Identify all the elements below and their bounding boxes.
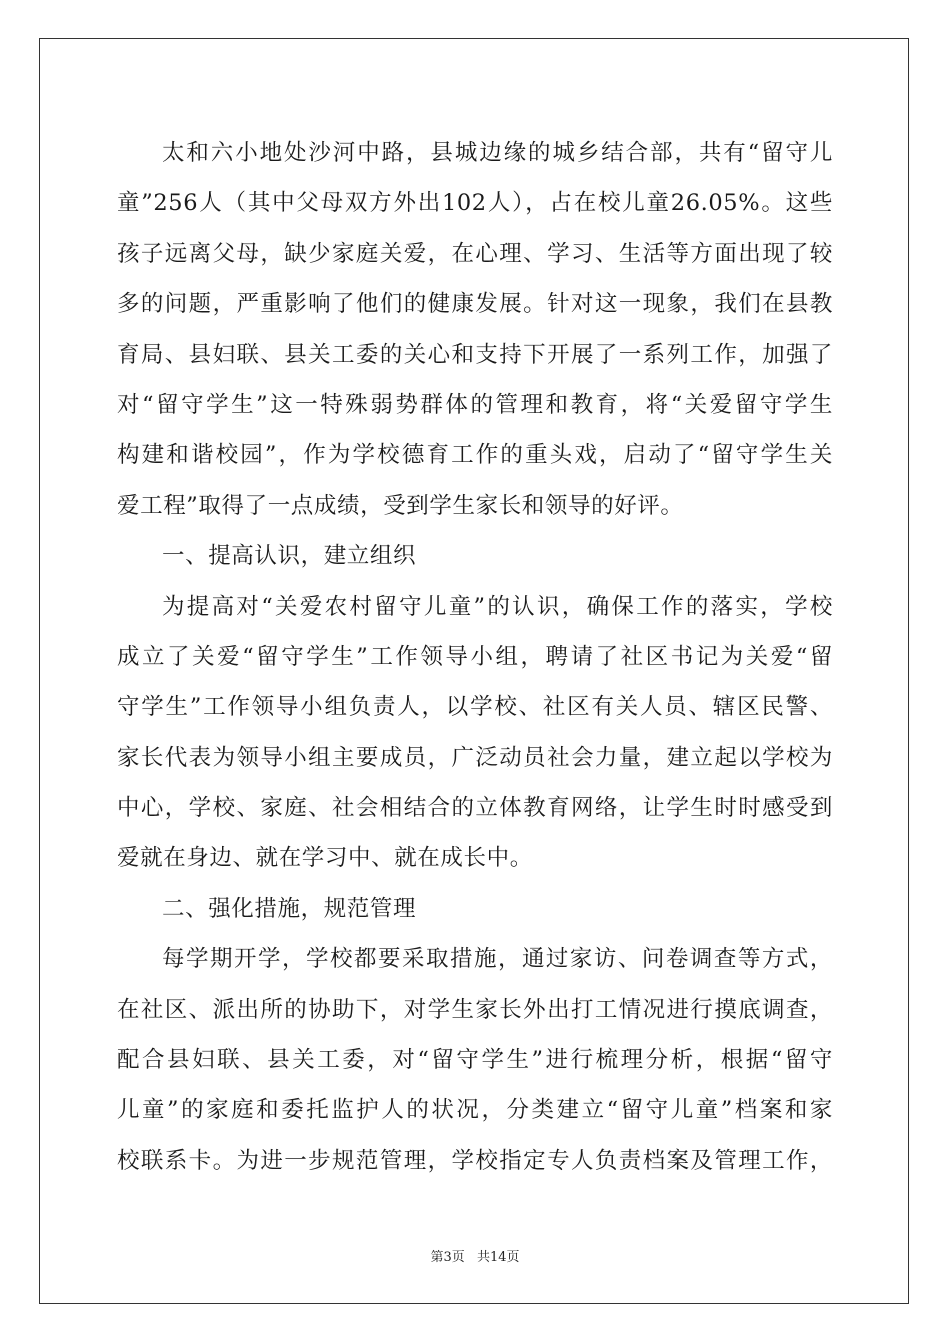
- page-footer: [0, 1246, 950, 1265]
- page-number: 第3页: [430, 1250, 465, 1265]
- text-line: 守学生”工作领导小组负责人，以学校、社区有关人员、辖区民警、: [117, 694, 833, 721]
- text-line: 儿童”的家庭和委托监护人的状况，分类建立“留守儿童”档案和家: [117, 1097, 833, 1124]
- text-line: 育局、县妇联、县关工委的关心和支持下开展了一系列工作，加强了: [117, 341, 833, 368]
- text-line: 构建和谐校园”，作为学校德育工作的重头戏，启动了“留守学生关: [117, 442, 833, 469]
- text-line: 中心，学校、家庭、社会相结合的立体教育网络，让学生时时感受到: [117, 795, 833, 822]
- text-line: 成立了关爱“留守学生”工作领导小组，聘请了社区书记为关爱“留: [117, 643, 833, 670]
- text-line: 太和六小地处沙河中路，县城边缘的城乡结合部，共有“留守儿: [162, 140, 833, 166]
- document-body: [117, 128, 833, 1186]
- text-line: 对“留守学生”这一特殊弱势群体的管理和教育，将“关爱留守学生: [117, 391, 833, 418]
- text-line: 每学期开学，学校都要采取措施，通过家访、问卷调查等方式，: [162, 946, 833, 973]
- text-line: 校联系卡。为进一步规范管理，学校指定专人负责档案及管理工作，: [117, 1147, 833, 1174]
- page-total: 共14页: [476, 1250, 520, 1265]
- text-line: 童”256人（其中父母双方外出102人），占在校儿童26.05%。这些: [117, 190, 833, 217]
- text-line: 多的问题，严重影响了他们的健康发展。针对这一现象，我们在县教: [117, 291, 833, 318]
- text-line: 为提高对“关爱农村留守儿童”的认识，确保工作的落实，学校: [162, 593, 833, 620]
- text-line: 孩子远离父母，缺少家庭关爱，在心理、学习、生活等方面出现了较: [117, 240, 833, 267]
- section-heading: 一、提高认识，建立组织: [162, 543, 417, 570]
- text-line: 配合县妇联、县关工委，对“留守学生”进行梳理分析，根据“留守: [117, 1047, 833, 1074]
- text-line: 爱就在身边、就在学习中、就在成长中。: [117, 845, 533, 872]
- text-line: 家长代表为领导小组主要成员，广泛动员社会力量，建立起以学校为: [117, 744, 833, 771]
- text-line: 在社区、派出所的协助下，对学生家长外出打工情况进行摸底调查，: [117, 996, 833, 1023]
- text-line: 爱工程”取得了一点成绩，受到学生家长和领导的好评。: [117, 492, 684, 519]
- section-heading: 二、强化措施，规范管理: [162, 895, 417, 922]
